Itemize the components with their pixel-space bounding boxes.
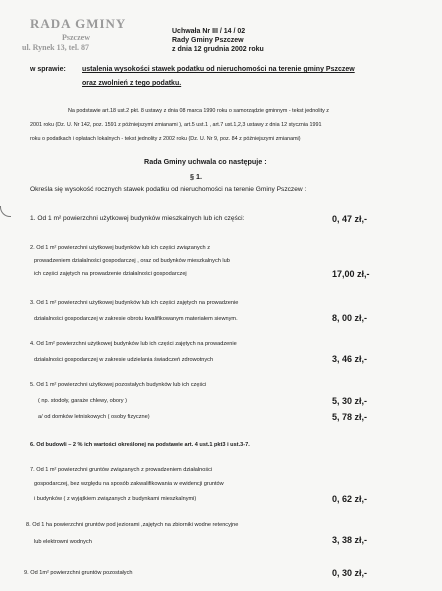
item-2-line-1: 2. Od 1 m² powierzchni użytkowej budynków lub ich części związanych z — [30, 245, 211, 251]
resolution-number: Uchwała Nr III / 14 / 02 — [172, 28, 246, 35]
item-5-line-1: 5. Od 1 m² powierzchni użytkowej pozostałych budynków lub ich części — [30, 382, 207, 388]
section-mark: § 1. — [190, 172, 202, 181]
item-8-value: 3, 38 zł,- — [332, 535, 368, 545]
item-4-line-2: działalności gospodarczej w zakresie udzielania świadczeń zdrowotnych — [34, 357, 214, 363]
legal-basis-line-1: Na podstawie art.18 ust.2 pkt. 8 ustawy z dnia 08 marca 1990 roku o samorządzie gminnym - tekst jednolity z — [68, 108, 329, 114]
legal-basis-line-3: roku o podatkach i opłatach lokalnych - tekst jednolity z 2002 roku (Dz. U. Nr 9, poz. 84 z późniejszymi zmianami) — [30, 136, 301, 142]
item-1-text: 1. Od 1 m² powierzchni użytkowej budynków mieszkalnych lub ich części: — [30, 215, 245, 222]
item-5-value-2: 5, 78 zł,- — [332, 412, 368, 422]
item-7-line-3: i budynków ( z wyjątkiem związanych z budynkami mieszkalnymi) — [34, 496, 197, 502]
subject-line-1: ustalenia wysokości stawek podatku od nieruchomości na terenie gminy Pszczew — [82, 66, 355, 73]
legal-basis-line-2: 2001 roku (Dz. U. Nr 142, poz. 1591 z późniejszymi zmianami ), art.5 ust.1 , art.7 ust.1,2,3 ustawy z dnia 12 stycznia 1991 — [30, 122, 322, 128]
item-9-text: 9. Od 1m² powierzchni gruntów pozostałych — [24, 570, 133, 576]
item-3-value: 8, 00 zł,- — [332, 313, 368, 323]
stamp-line-1: Pszczew — [62, 33, 90, 42]
item-7-value: 0, 62 zł,- — [332, 494, 368, 504]
item-9-value: 0, 30 zł,- — [332, 568, 368, 578]
item-2-value: 17,00 zł,- — [332, 269, 370, 279]
item-1-value: 0, 47 zł,- — [332, 214, 368, 224]
item-6-text: 6. Od budowli – 2 % ich wartości określonej na podstawie art. 4 ust.1 pkt3 i ust.3-7. — [30, 442, 250, 448]
resolution-date: z dnia 12 grudnia 2002 roku — [172, 46, 264, 53]
binder-hole-mark — [0, 206, 11, 217]
item-2-line-2: prowadzeniem działalności gospodarczej , oraz od budynków mieszkalnych lub — [34, 258, 230, 264]
item-3-line-1: 3. Od 1 m² powierzchni użytkowej budynków lub ich części zajętych na prowadzenie — [30, 300, 239, 306]
item-5-line-2: ( np. stodoły, garaże chlewy, obory ) — [38, 398, 128, 404]
item-5-line-3: a/ od domków letniskowych ( osoby fizyczne) — [38, 414, 150, 420]
stamp-title: RADA GMINY — [30, 16, 127, 31]
intro-text: Określa się wysokość rocznych stawek podatku od nieruchomości na terenie Gminy Pszczew : — [30, 186, 307, 193]
resolution-heading: Rada Gminy uchwala co następuje : — [144, 157, 267, 166]
item-7-line-1: 7. Od 1 m² powierzchni gruntów związanych z prowadzeniem działalności — [30, 467, 213, 473]
item-8-line-1: 8. Od 1 ha powierzchni gruntów pod jeziorami ,zajętych na zbiorniki wodne retencyjne — [26, 522, 239, 528]
subject-label: w sprawie: — [30, 66, 66, 73]
stamp-line-2: ul. Rynek 13, tel. 87 — [22, 43, 90, 52]
subject-line-2: oraz zwolnień z tego podatku. — [82, 80, 182, 87]
item-4-line-1: 4. Od 1m² powierzchni użytkowej budynków lub ich części zajętych na prowadzenie — [30, 341, 237, 347]
item-4-value: 3, 46 zł,- — [332, 354, 368, 364]
item-7-line-2: gospodarczej, bez względu na sposób zakwalifikowania w ewidencji gruntów — [34, 481, 224, 487]
item-8-line-2: lub elektrowni wodnych — [34, 539, 92, 545]
item-2-line-3: ich części zajętych na prowadzenie działalności gospodarczej — [34, 271, 187, 277]
resolution-council: Rady Gminy Pszczew — [172, 37, 244, 44]
item-5-value-1: 5, 30 zł,- — [332, 396, 368, 406]
item-3-line-2: działalności gospodarczej w zakresie obrotu kwalifikowanym materiałem siewnym. — [34, 316, 238, 322]
